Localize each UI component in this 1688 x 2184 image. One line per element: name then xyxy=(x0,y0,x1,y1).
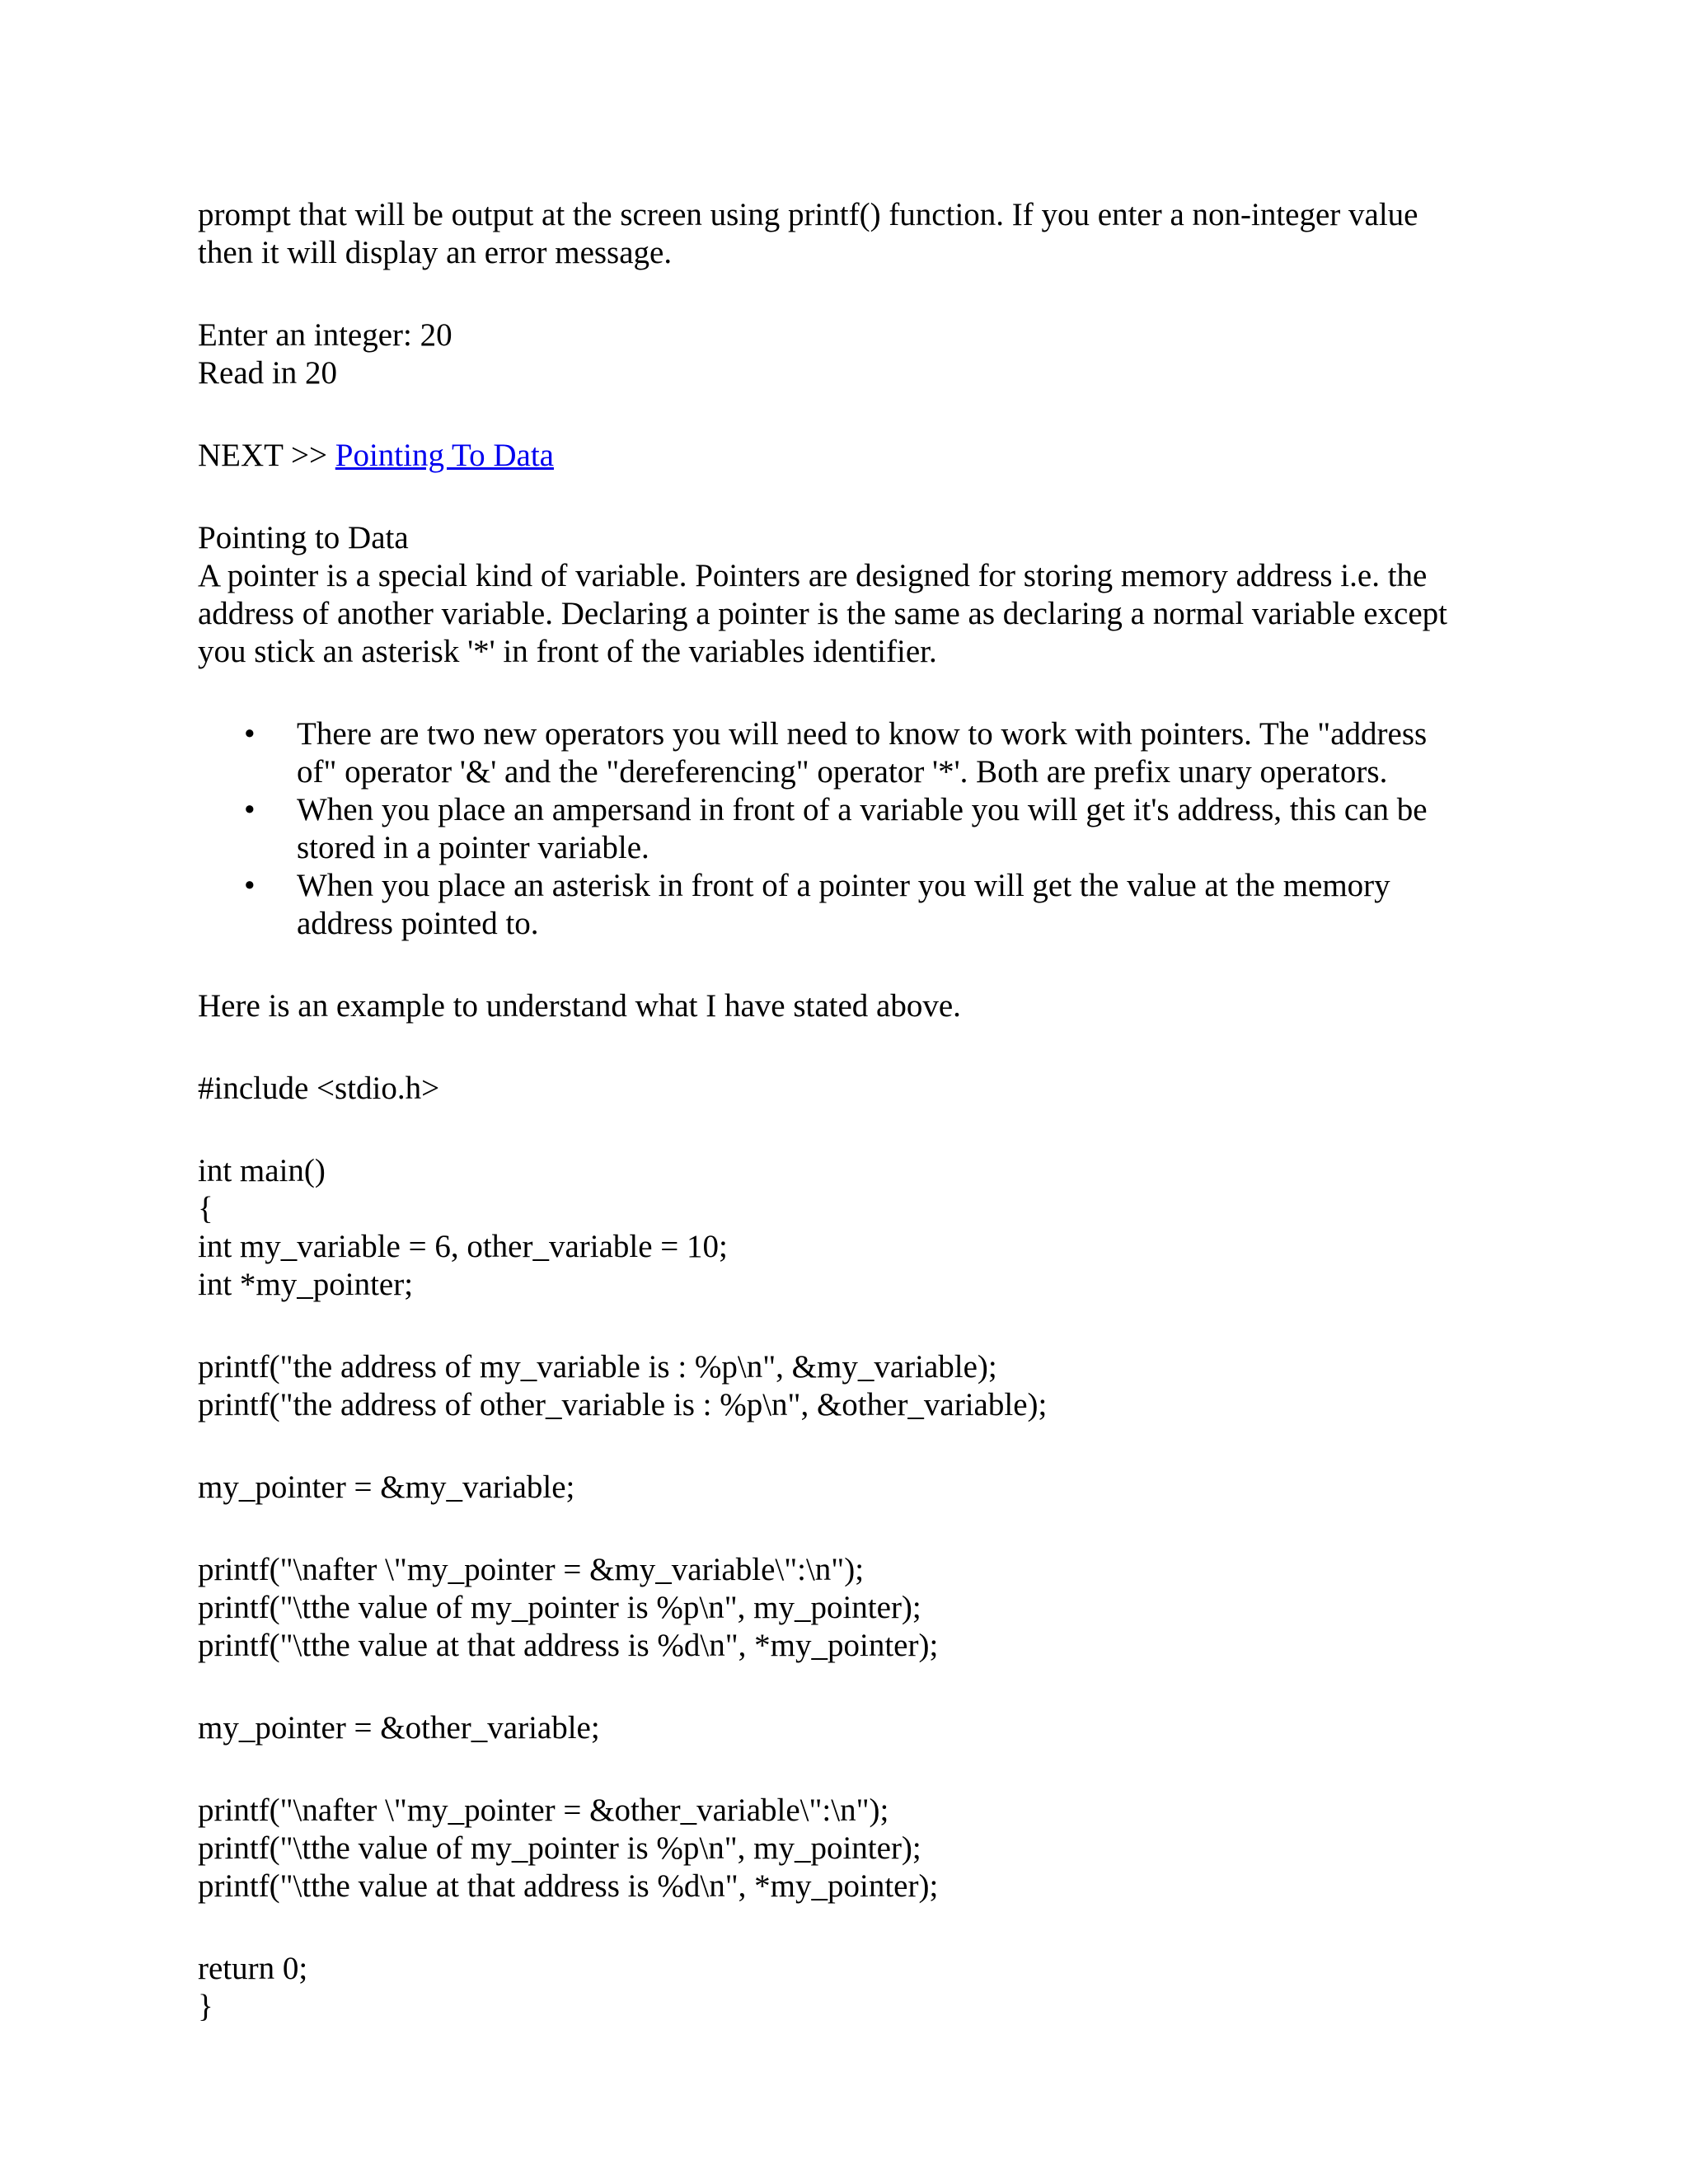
code-line: { xyxy=(198,1191,213,1226)
code-line: printf("the address of other_variable is : %p\n", &other_variable); xyxy=(198,1387,1048,1422)
list-item-line: When you place an ampersand in front of a variable you will get it's address, this can be xyxy=(297,792,1428,827)
next-prefix: NEXT >> xyxy=(198,438,335,473)
code-line: printf("\nafter \"my_pointer = &other_variable\":\n"); xyxy=(198,1793,889,1828)
output-line: Read in 20 xyxy=(198,355,337,391)
code-line: return 0; xyxy=(198,1951,308,1986)
list-item-line: address pointed to. xyxy=(297,906,539,941)
next-link-pointing-to-data[interactable]: Pointing To Data xyxy=(335,438,554,473)
bullet-icon: • xyxy=(244,792,256,827)
list-item-line: When you place an asterisk in front of a pointer you will get the value at the memory xyxy=(297,868,1390,903)
output-line: Enter an integer: 20 xyxy=(198,317,452,353)
code-line: my_pointer = &my_variable; xyxy=(198,1469,575,1505)
list-item xyxy=(198,791,1517,867)
intro-line: then it will display an error message. xyxy=(198,235,673,270)
code-line: printf("\tthe value at that address is %d\n", *my_pointer); xyxy=(198,1868,939,1904)
code-line: printf("\tthe value at that address is %d\n", *my_pointer); xyxy=(198,1628,939,1663)
code-line: printf("\nafter \"my_pointer = &my_variable\":\n"); xyxy=(198,1552,865,1587)
section-title: Pointing to Data xyxy=(198,520,409,555)
next-nav xyxy=(198,437,1517,475)
list-item xyxy=(198,867,1517,943)
bullet-list xyxy=(198,715,1517,943)
code-line: int *my_pointer; xyxy=(198,1267,414,1302)
section-paragraph-line: A pointer is a special kind of variable. Pointers are designed for storing memory address i.e. the xyxy=(198,558,1428,593)
code-listing xyxy=(198,1070,1517,2026)
intro-line: prompt that will be output at the screen using printf() function. If you enter a non-integer value xyxy=(198,197,1418,232)
example-intro: Here is an example to understand what I have stated above. xyxy=(198,988,961,1024)
bullet-icon: • xyxy=(244,716,256,752)
code-line: printf("\tthe value of my_pointer is %p\n", my_pointer); xyxy=(198,1830,921,1866)
list-item-line: stored in a pointer variable. xyxy=(297,830,649,865)
program-output xyxy=(198,316,1517,392)
section-pointing-to-data xyxy=(198,519,1517,671)
list-item-line: of" operator '&' and the "dereferencing" operator '*'. Both are prefix unary operators. xyxy=(297,754,1388,790)
bullet-icon: • xyxy=(244,868,256,903)
section-paragraph-line: you stick an asterisk '*' in front of the variables identifier. xyxy=(198,634,937,669)
list-item-line: There are two new operators you will need to know to work with pointers. The "address xyxy=(297,716,1428,752)
code-line: printf("the address of my_variable is : %p\n", &my_variable); xyxy=(198,1349,997,1385)
code-line: int my_variable = 6, other_variable = 10; xyxy=(198,1229,728,1264)
code-line: int main() xyxy=(198,1153,326,1188)
code-line: } xyxy=(198,1989,213,2024)
code-line: printf("\tthe value of my_pointer is %p\n", my_pointer); xyxy=(198,1590,921,1625)
document-page xyxy=(198,196,1517,2026)
section-paragraph-line: address of another variable. Declaring a pointer is the same as declaring a normal variable except xyxy=(198,596,1448,631)
code-line: my_pointer = &other_variable; xyxy=(198,1710,600,1746)
code-line: #include <stdio.h> xyxy=(198,1071,440,1106)
intro-paragraph xyxy=(198,196,1517,272)
list-item xyxy=(198,715,1517,791)
